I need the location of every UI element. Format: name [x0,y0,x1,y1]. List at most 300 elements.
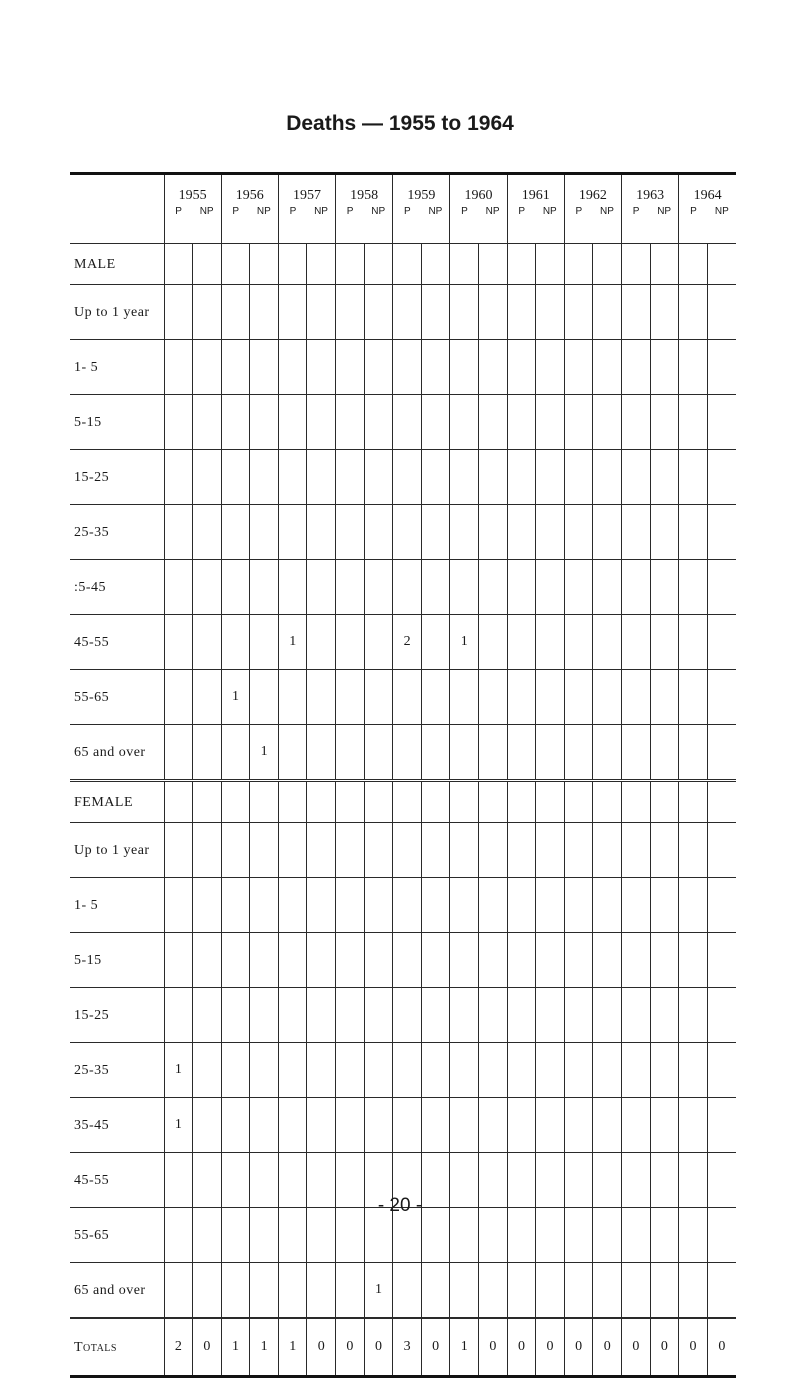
table-cell [336,560,365,615]
page-number: - 20 - [377,1195,423,1216]
table-cell [679,670,708,725]
table-cell [707,244,736,285]
table-cell: 1 [164,1043,193,1098]
year-header [393,174,450,244]
table-cell [536,560,565,615]
table-row [70,395,736,450]
table-cell [221,988,250,1043]
table-cell: 1 [364,1263,393,1319]
table-cell [221,395,250,450]
table-cell: 1 [278,1318,307,1377]
table-cell [364,933,393,988]
table-cell [421,560,450,615]
table-cell: 1 [278,615,307,670]
table-cell [564,285,593,340]
totals-label: Totals [70,1318,164,1377]
table-cell [221,1263,250,1319]
table-cell [193,725,222,781]
table-cell [479,1263,508,1319]
table-cell [507,340,536,395]
table-cell [536,1263,565,1319]
table-row [70,615,736,670]
header-corner [70,174,164,244]
table-cell [707,395,736,450]
table-cell [221,340,250,395]
np-label: NP [485,206,500,217]
table-cell [593,988,622,1043]
table-cell [278,1263,307,1319]
age-group-label: 45-55 [70,615,164,670]
table-cell [564,450,593,505]
table-cell [421,988,450,1043]
table-cell: 2 [393,615,422,670]
table-cell: 0 [193,1318,222,1377]
table-cell [307,244,336,285]
table-cell [393,933,422,988]
table-cell [593,1043,622,1098]
table-cell [479,781,508,823]
table-cell [536,781,565,823]
table-cell [650,340,679,395]
table-cell [421,878,450,933]
table-cell [650,395,679,450]
table-cell [679,1043,708,1098]
table-cell [622,781,651,823]
age-group-label: 65 and over [70,1263,164,1319]
table-cell [393,244,422,285]
table-cell [193,781,222,823]
table-cell [450,1263,479,1319]
table-cell [707,340,736,395]
table-cell [507,615,536,670]
table-cell [707,823,736,878]
age-group-label: 5-15 [70,933,164,988]
table-cell [564,933,593,988]
table-cell [278,823,307,878]
table-cell [336,340,365,395]
section-label: FEMALE [70,781,164,823]
table-cell [336,781,365,823]
table-cell [336,1263,365,1319]
table-cell [450,244,479,285]
table-cell [307,823,336,878]
table-cell [622,670,651,725]
table-cell [364,450,393,505]
table-cell [336,505,365,560]
year-label: 1960 [464,188,493,203]
table-cell [193,450,222,505]
year-label: 1959 [407,188,436,203]
table-cell [421,1263,450,1319]
table-cell [507,244,536,285]
table-cell [393,988,422,1043]
table-cell [221,615,250,670]
table-cell [164,1263,193,1319]
table-cell [593,670,622,725]
table-cell [622,933,651,988]
year-header [622,174,679,244]
table-cell [221,878,250,933]
table-cell [479,933,508,988]
table-cell [564,560,593,615]
table-cell [193,878,222,933]
table-cell [564,988,593,1043]
table-cell [450,988,479,1043]
table-cell: 0 [336,1318,365,1377]
table-row [70,285,736,340]
table-cell [707,878,736,933]
table-cell [679,1098,708,1153]
table-cell [336,244,365,285]
table-cell [507,933,536,988]
table-cell [193,395,222,450]
table-cell [221,1098,250,1153]
table-cell [307,781,336,823]
table-cell [479,1098,508,1153]
table-cell [164,781,193,823]
age-group-label: 5-15 [70,395,164,450]
age-group-label: 25-35 [70,1043,164,1098]
table-cell [679,878,708,933]
np-label: NP [256,206,271,217]
table-cell [679,988,708,1043]
table-cell [307,1098,336,1153]
table-cell [421,340,450,395]
table-cell [650,823,679,878]
table-cell [479,670,508,725]
table-cell [193,1043,222,1098]
table-cell [250,560,279,615]
table-cell [622,615,651,670]
table-cell: 0 [593,1318,622,1377]
table-cell [250,1043,279,1098]
year-label: 1962 [578,188,607,203]
table-cell [193,560,222,615]
table-cell [450,395,479,450]
table-cell: 0 [679,1318,708,1377]
table-cell [707,1263,736,1319]
p-label: P [175,206,182,217]
table-cell [593,395,622,450]
section-row [70,781,736,823]
table-cell [507,450,536,505]
table-cell [164,988,193,1043]
age-group-label: 45-55 [70,1153,164,1208]
table-cell [364,615,393,670]
table-cell [450,725,479,781]
table-cell [250,450,279,505]
table-cell [479,878,508,933]
table-row [70,823,736,878]
table-cell: 2 [164,1318,193,1377]
table-cell [650,505,679,560]
table-cell: 1 [450,1318,479,1377]
header-row [70,174,736,244]
table-cell [479,244,508,285]
table-cell [336,725,365,781]
np-label: NP [542,206,557,217]
table-cell [393,1043,422,1098]
table-cell [622,1098,651,1153]
p-label: P [575,206,583,217]
table-cell [707,988,736,1043]
table-cell [164,823,193,878]
table-cell [593,1263,622,1319]
table-cell [650,878,679,933]
age-group-label: :5-45 [70,560,164,615]
table-cell [221,244,250,285]
table-cell [679,615,708,670]
table-cell [564,505,593,560]
table-cell [164,395,193,450]
table-cell [536,878,565,933]
table-cell [336,823,365,878]
table-cell [679,395,708,450]
table-cell [307,670,336,725]
table-cell [278,395,307,450]
table-cell [278,988,307,1043]
table-cell [221,1043,250,1098]
np-label: NP [657,206,672,217]
table-cell [564,615,593,670]
totals-row [70,1318,736,1377]
table-cell [479,725,508,781]
table-cell [221,823,250,878]
table-cell: 0 [707,1318,736,1377]
table-cell [336,933,365,988]
table-row [70,988,736,1043]
table-cell [507,988,536,1043]
table-cell [593,285,622,340]
table-row [70,1043,736,1098]
table-cell [707,670,736,725]
table-cell [536,670,565,725]
age-group-label: 65 and over [70,725,164,781]
table-cell [393,560,422,615]
table-cell [707,725,736,781]
table-cell [336,878,365,933]
table-cell [622,244,651,285]
table-cell [421,725,450,781]
table-cell [679,725,708,781]
p-label: P [232,206,240,217]
table-cell [450,285,479,340]
table-cell [393,781,422,823]
table-cell: 1 [221,670,250,725]
table-cell [250,1263,279,1319]
table-cell: 0 [364,1318,393,1377]
table-cell [164,244,193,285]
table-cell [421,781,450,823]
table-cell [536,615,565,670]
year-label: 1963 [636,188,665,203]
year-header [164,174,221,244]
table-cell [564,340,593,395]
table-cell [450,933,479,988]
table-cell: 0 [622,1318,651,1377]
table-cell [221,505,250,560]
table-cell [593,781,622,823]
table-cell [479,988,508,1043]
table-cell [393,340,422,395]
p-label: P [346,206,354,217]
table-cell [336,988,365,1043]
table-cell [507,725,536,781]
table-cell [707,1098,736,1153]
table-cell [650,670,679,725]
table-cell [564,1263,593,1319]
table-cell [507,781,536,823]
table-cell [164,340,193,395]
table-cell [307,340,336,395]
table-cell [193,933,222,988]
table-cell [650,933,679,988]
table-cell [393,725,422,781]
table-cell [307,933,336,988]
table-row [70,725,736,781]
table-cell [336,1098,365,1153]
table-cell [536,988,565,1043]
table-cell [164,878,193,933]
table-cell [278,1043,307,1098]
table-cell [707,1043,736,1098]
table-cell: 1 [250,1318,279,1377]
table-cell [679,560,708,615]
table-cell [622,285,651,340]
year-label: 1956 [235,188,264,203]
table-cell [193,615,222,670]
table-cell [393,450,422,505]
table-cell [536,505,565,560]
table-cell [307,285,336,340]
table-cell [707,285,736,340]
table-cell [364,670,393,725]
table-cell [536,823,565,878]
table-cell [307,1263,336,1319]
p-label: P [289,206,297,217]
table-cell [450,450,479,505]
table-cell [193,1098,222,1153]
table-cell [278,781,307,823]
table-cell: 1 [250,725,279,781]
table-cell [364,725,393,781]
table-row [70,1263,736,1319]
table-cell [564,1098,593,1153]
table-cell [707,505,736,560]
table-cell [393,878,422,933]
table-cell [622,395,651,450]
table-cell [593,878,622,933]
table-cell [479,505,508,560]
table-cell [622,823,651,878]
page-title: Deaths — 1955 to 1964 [286,112,514,135]
table-cell [421,615,450,670]
table-cell [193,244,222,285]
np-label: NP [714,206,729,217]
age-group-label: 55-65 [70,1208,164,1263]
table-cell [507,285,536,340]
table-cell [650,615,679,670]
table-cell [278,878,307,933]
table-cell [564,725,593,781]
table-cell [622,725,651,781]
section-row [70,244,736,285]
year-header [564,174,621,244]
year-header [221,174,278,244]
table-cell [564,1043,593,1098]
table-cell [479,823,508,878]
p-label: P [632,206,640,217]
age-group-label: Up to 1 year [70,285,164,340]
table-row [70,670,736,725]
table-cell [564,670,593,725]
table-cell [622,878,651,933]
table-cell [364,781,393,823]
table-cell [364,340,393,395]
table-cell [536,725,565,781]
table-cell [536,285,565,340]
table-cell [593,560,622,615]
table-cell [679,781,708,823]
table-cell [364,878,393,933]
np-label: NP [600,206,614,217]
table-cell [193,340,222,395]
table-cell [250,505,279,560]
table-cell [450,1043,479,1098]
table-cell [507,878,536,933]
table-cell [193,285,222,340]
table-cell [421,1043,450,1098]
table-cell [307,725,336,781]
table-cell [193,1263,222,1319]
table-cell [307,560,336,615]
table-cell [622,340,651,395]
table-cell [307,450,336,505]
table-cell [221,450,250,505]
table-cell [650,244,679,285]
table-cell [593,340,622,395]
table-row [70,1098,736,1153]
section-label: MALE [70,244,164,285]
year-label: 1958 [350,188,379,203]
table-cell [507,505,536,560]
table-cell: 0 [421,1318,450,1377]
table-cell: 3 [393,1318,422,1377]
table-cell [536,933,565,988]
table-cell [593,933,622,988]
np-label: NP [314,206,328,217]
table-cell [336,285,365,340]
table-cell [507,823,536,878]
table-cell [221,725,250,781]
table-cell [650,988,679,1043]
table-cell [450,1098,479,1153]
age-group-label: 15-25 [70,988,164,1043]
table-cell [564,823,593,878]
table-cell [536,244,565,285]
year-header [450,174,507,244]
table-cell [421,450,450,505]
table-cell [221,933,250,988]
table-cell: 0 [307,1318,336,1377]
p-label: P [690,206,697,217]
table-cell [393,1098,422,1153]
year-label: 1957 [292,188,321,203]
age-group-label: 25-35 [70,505,164,560]
table-cell [450,781,479,823]
table-cell [479,285,508,340]
table-cell [479,450,508,505]
